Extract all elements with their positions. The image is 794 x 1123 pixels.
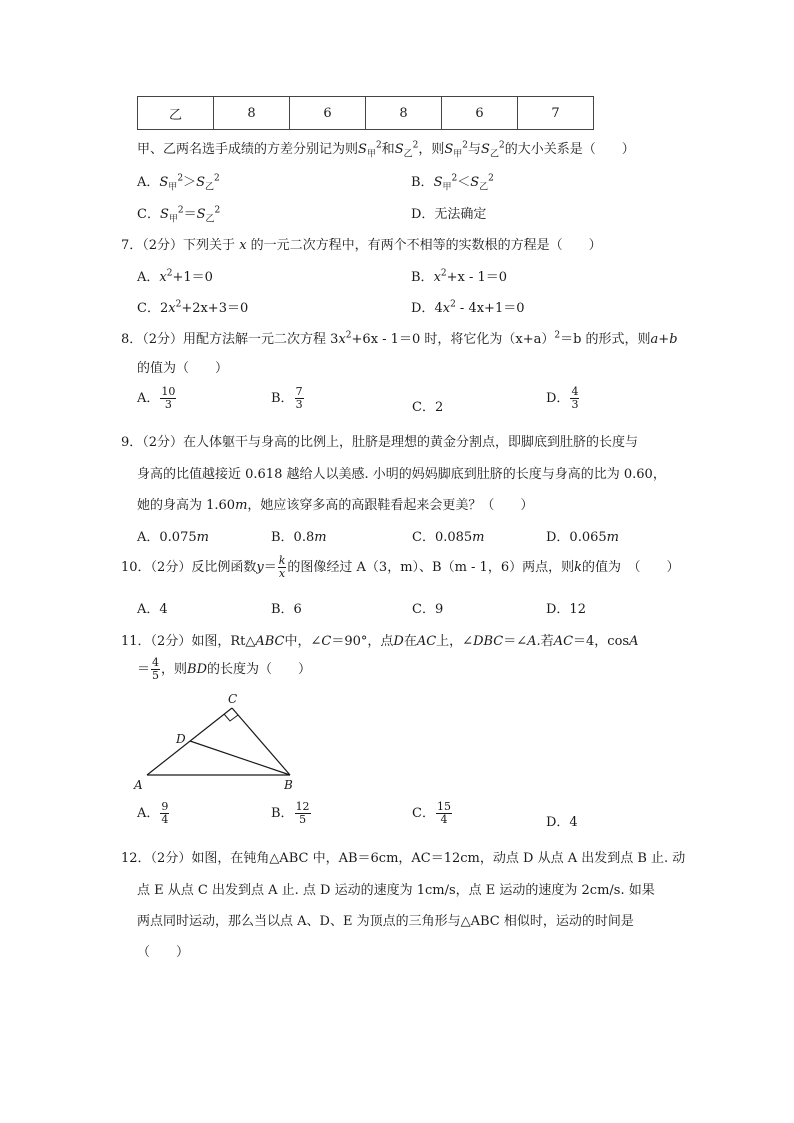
q10-option-c[interactable]: C．9 <box>412 602 444 617</box>
fraction: $\frac{k}{x}$ <box>278 554 286 580</box>
q7-stem: 7．（2分）下列关于 x 的一元二次方程中，有两个不相等的实数根的方程是（ ） <box>121 238 602 253</box>
q7-option-b[interactable]: B．$x^2+x - 1=0$ <box>411 268 508 285</box>
label-a: A <box>134 778 143 792</box>
q8-stem-line1: 8．（2分）用配方法解一元二次方程 $3x^2+6x - 1=0$ 时，将它化为$(x+a)^2=b$ 的形式，则a+b <box>121 330 678 347</box>
q8-option-b[interactable]: B． $\frac{7}{3}$ <box>271 385 303 411</box>
q9-stem-line2: 身高的比值越接近 0.618 越给人以美感. 小明的妈妈脚底到肚脐的长度与身高的比为 0.60， <box>137 467 666 482</box>
q12-stem-line1: 12．（2分）如图，在钝角△ABC 中，AB＝6cm，AC＝12cm，动点 D 从点 A 出发到点 B 止. 动 <box>121 851 686 866</box>
q10-stem: 10．（2分）反比例函数y＝ $\frac{k}{x}$ 的图像经过 A（3，m）、B（m - 1，6）两点，则k的值为 （ ） <box>121 554 680 580</box>
q8-stem-line2: 的值为（ ） <box>137 361 229 376</box>
q9-option-c[interactable]: C．0.085m <box>412 530 485 545</box>
fraction: $\frac{9}{4}$ <box>161 800 169 826</box>
fraction: $\frac{7}{3}$ <box>295 385 303 411</box>
q12-stem-line4: （ ） <box>137 945 190 960</box>
triangle-figure <box>130 690 310 795</box>
q8-option-a[interactable]: A． $\frac{10}{3}$ <box>137 385 176 411</box>
q12-stem-line3: 两点同时运动，那么当以点 A、D、E 为顶点的三角形与△ABC 相似时，运动的时间是 <box>137 914 634 929</box>
q11-stem-line1: 11．（2分）如图，Rt△ABC中，∠C＝90°，点D在AC上，∠DBC＝∠A.若AC＝4，cosA <box>121 634 639 649</box>
table-cell: 7 <box>518 97 594 130</box>
fraction: $\frac{4}{5}$ <box>152 656 160 682</box>
table-cell: 乙 <box>138 97 214 130</box>
table-cell: 6 <box>290 97 366 130</box>
table-cell: 8 <box>366 97 442 130</box>
q6-option-d[interactable]: D．无法确定 <box>411 207 487 222</box>
label-c: C <box>228 692 238 706</box>
q7-option-a[interactable]: A．$x^2+1=0$ <box>137 268 213 285</box>
q12-stem-line2: 点 E 从点 C 出发到点 A 止. 点 D 运动的速度为 1cm/s，点 E 运动的速度为 2cm/s. 如果 <box>137 883 655 898</box>
fraction: $\frac{4}{3}$ <box>571 385 579 411</box>
q11-option-d[interactable]: D．4 <box>546 815 578 830</box>
q9-stem-line1: 9．（2分）在人体躯干与身高的比例上，肚脐是理想的黄金分割点，即脚底到肚脐的长度与 <box>121 435 639 450</box>
q11-option-c[interactable]: C． $\frac{15}{4}$ <box>412 800 451 826</box>
q6-option-c[interactable]: C．$S_甲^2=S_乙^2$ <box>137 205 221 225</box>
table-row <box>138 97 594 130</box>
q9-stem-line3: 她的身高为 1.60m，她应该穿多高的高跟鞋看起来会更美？（ ） <box>137 498 534 513</box>
q11-option-a[interactable]: A． $\frac{9}{4}$ <box>137 800 169 826</box>
q11-option-b[interactable]: B． $\frac{12}{5}$ <box>271 800 310 826</box>
table-cell: 8 <box>214 97 290 130</box>
label-b: B <box>284 778 293 792</box>
q6-option-b[interactable]: B．$S_甲^2<S_乙^2$ <box>411 173 494 193</box>
q11-stem-line2: ＝ $\frac{4}{5}$ ，则BD的长度为（ ） <box>137 656 312 682</box>
q6-option-a[interactable]: A．$S_甲^2>S_乙^2$ <box>137 173 220 193</box>
q10-option-b[interactable]: B．6 <box>271 602 302 617</box>
q6-stem: 甲、乙两名选手成绩的方差分别记为则$S_甲^2$和$S_乙^2$，则$S_甲^2$与$S_乙^2$的大小关系是（ ） <box>137 140 635 160</box>
q9-option-a[interactable]: A．0.075m <box>137 530 209 545</box>
q10-option-a[interactable]: A．4 <box>137 602 168 617</box>
q9-option-d[interactable]: D．0.065m <box>546 530 619 545</box>
table-cell: 6 <box>442 97 518 130</box>
fraction: $\frac{15}{4}$ <box>436 800 451 826</box>
q8-option-d[interactable]: D． $\frac{4}{3}$ <box>546 385 579 411</box>
fraction: $\frac{10}{3}$ <box>161 385 176 411</box>
right-angle-mark <box>224 714 238 721</box>
q8-option-c[interactable]: C．2 <box>412 400 444 415</box>
q7-option-d[interactable]: D．$4x^2 - 4x+1=0$ <box>411 299 525 316</box>
fraction: $\frac{12}{5}$ <box>295 800 310 826</box>
label-d: D <box>176 732 186 746</box>
segment-ac <box>147 708 232 775</box>
q9-option-b[interactable]: B．0.8m <box>271 530 327 545</box>
q7-option-c[interactable]: C．$2x^2+2x+3=0$ <box>137 299 249 316</box>
score-table <box>137 96 594 130</box>
q10-option-d[interactable]: D．12 <box>546 602 586 617</box>
